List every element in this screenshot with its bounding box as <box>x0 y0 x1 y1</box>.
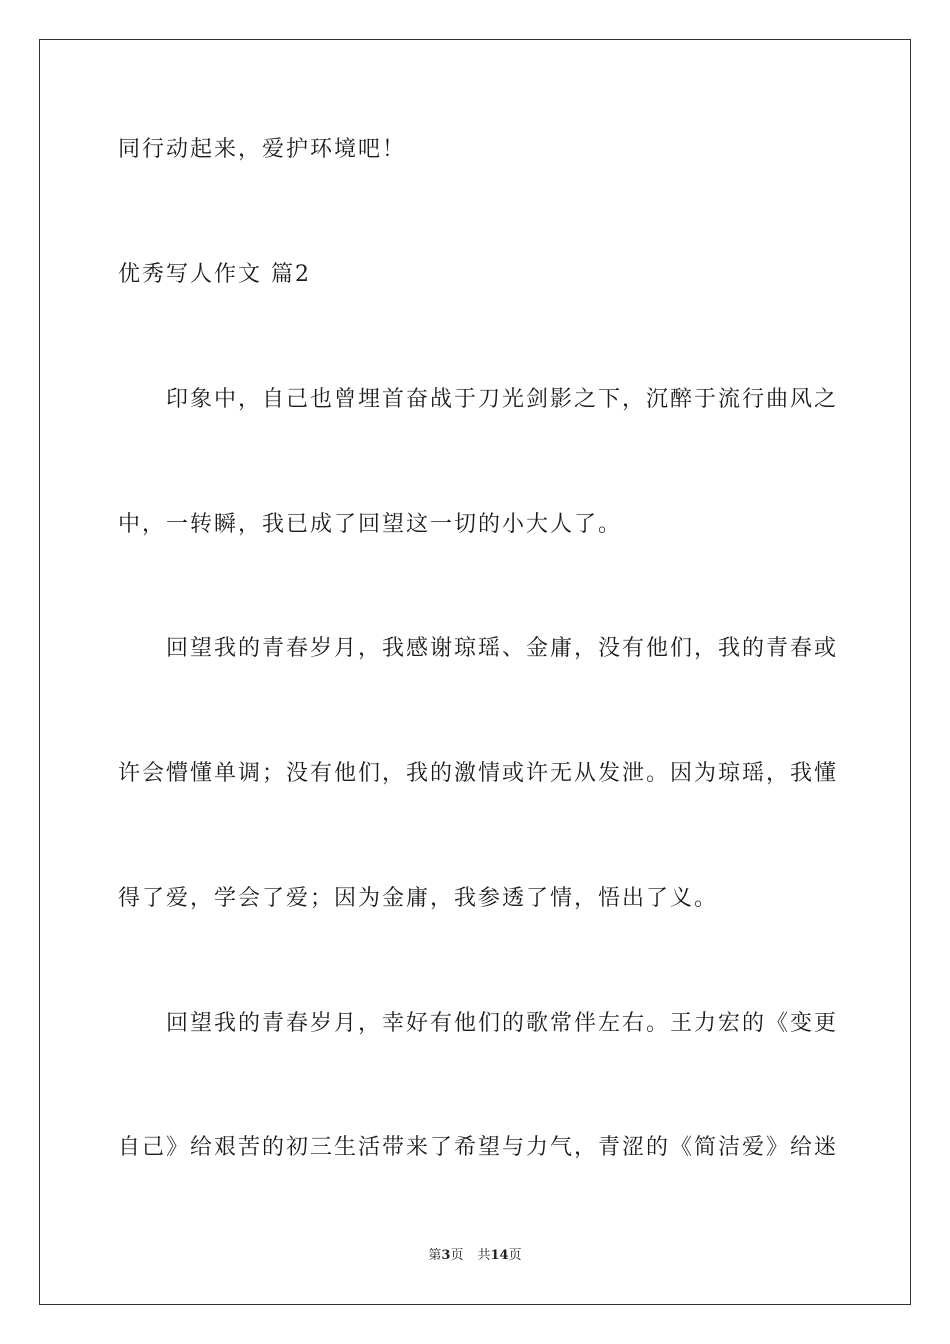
page-frame <box>39 39 911 1305</box>
paragraph-line-2: 中，一转瞬，我已成了回望这一切的小大人了。 <box>118 512 623 537</box>
paragraph-line-5: 得了爱，学会了爱；因为金庸，我参透了情，悟出了义。 <box>118 886 719 911</box>
page-current: 3 <box>441 1248 451 1263</box>
paragraph-line-7: 自己》给艰苦的初三生活带来了希望与力气，青涩的《简洁爱》给迷 <box>118 1135 839 1160</box>
page-prefix: 第 <box>428 1248 442 1263</box>
section-heading: 优秀写人作文 篇2 <box>118 262 311 287</box>
paragraph-line-3: 回望我的青春岁月，我感谢琼瑶、金庸，没有他们，我的青春或 <box>166 636 839 661</box>
page-footer <box>0 1247 950 1265</box>
page-unit: 页 <box>450 1248 464 1263</box>
text-line-1: 同行动起来，爱护环境吧！ <box>118 137 407 162</box>
total-prefix: 共 <box>477 1248 491 1263</box>
paragraph-line-4: 许会懵懂单调；没有他们，我的激情或许无从发泄。因为琼瑶，我懂 <box>118 761 839 786</box>
paragraph-line-1: 印象中，自己也曾埋首奋战于刀光剑影之下，沉醉于流行曲风之 <box>166 387 839 412</box>
paragraph-line-6: 回望我的青春岁月，幸好有他们的歌常伴左右。王力宏的《变更 <box>166 1011 839 1036</box>
total-unit: 页 <box>508 1248 522 1263</box>
page-total: 14 <box>490 1248 509 1263</box>
